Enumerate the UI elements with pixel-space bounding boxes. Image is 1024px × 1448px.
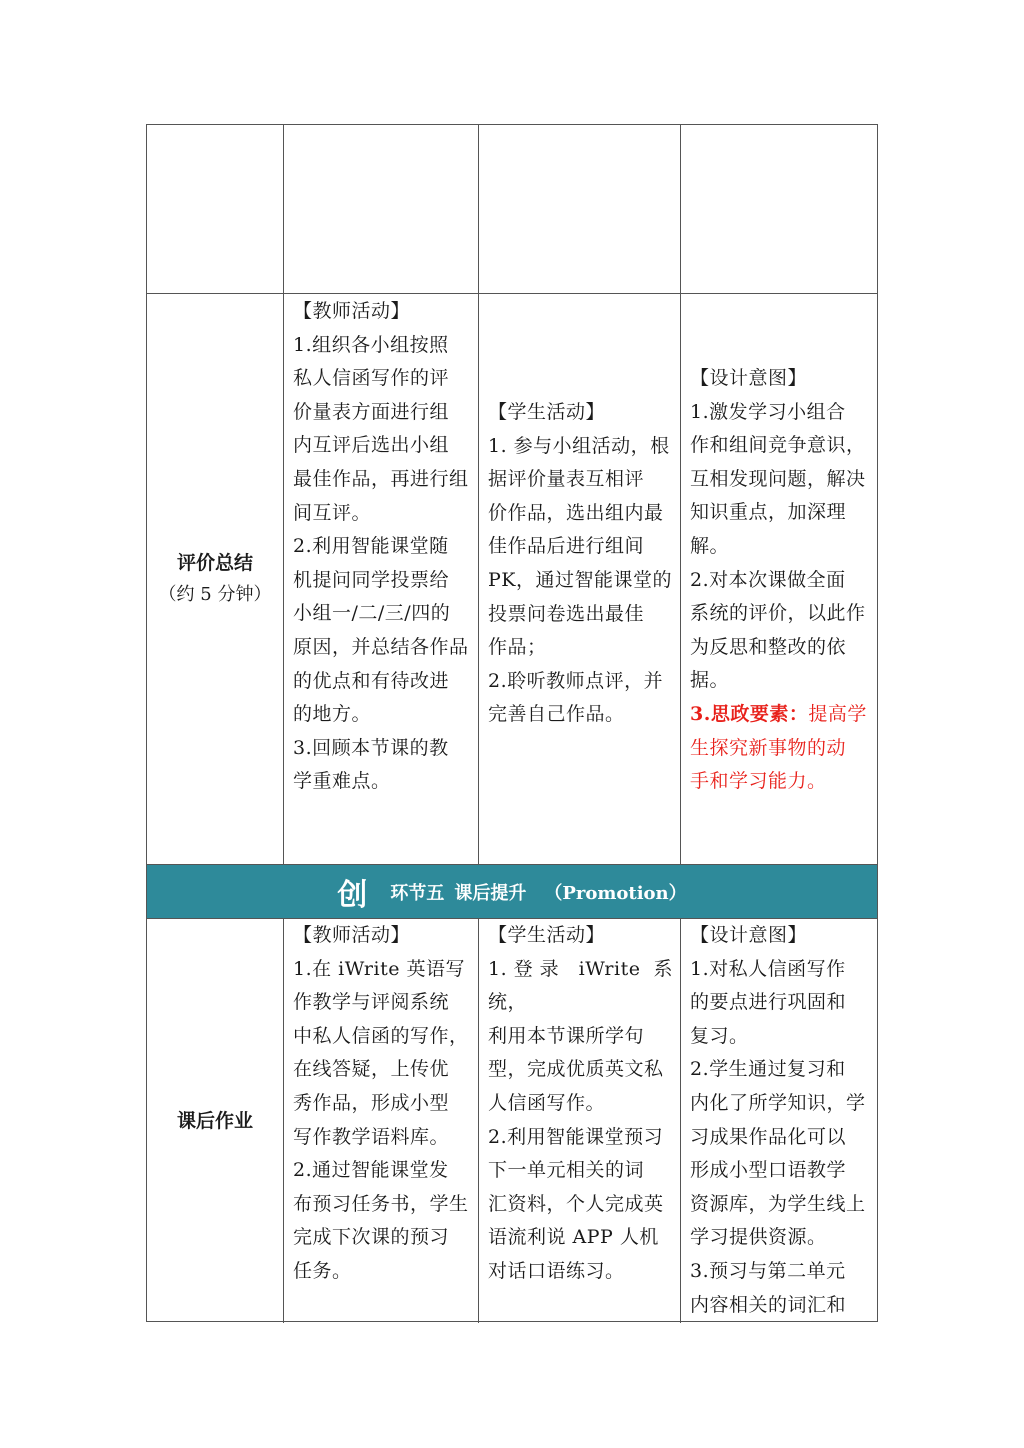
- text-line: 语流利说 APP 人机: [488, 1226, 659, 1249]
- homework-teacher-text: [293, 919, 471, 1289]
- text-line: 的优点和有待改进: [293, 669, 450, 692]
- evaluation-student-heading: 【学生活动】: [488, 401, 606, 423]
- cell-empty: [479, 125, 681, 293]
- evaluation-design-heading: 【设计意图】: [690, 367, 808, 389]
- text-line: 价量表方面进行组: [293, 400, 450, 423]
- text-line: 3.回顾本节课的教: [293, 736, 449, 759]
- text-line: 汇资料，个人完成英: [488, 1192, 664, 1215]
- evaluation-duration: （约 5 分钟）: [158, 584, 272, 605]
- evaluation-teacher-heading: 【教师活动】: [293, 300, 411, 322]
- text-line: 资源库，为学生线上: [690, 1192, 866, 1215]
- text-line: 为反思和整改的依: [690, 635, 847, 658]
- text-line: PK，通过智能课堂的: [488, 568, 672, 591]
- text-line: 学习提供资源。: [690, 1226, 827, 1249]
- evaluation-label: [147, 547, 283, 611]
- homework-design-heading: 【设计意图】: [690, 924, 808, 946]
- table-row-evaluation: [147, 294, 877, 865]
- text-line: 作教学与评阅系统: [293, 991, 450, 1014]
- text-line: 内容相关的词汇和: [690, 1293, 847, 1316]
- text-line: 解。: [690, 534, 730, 557]
- text-line: 的要点进行巩固和: [690, 991, 847, 1014]
- homework-teacher-heading: 【教师活动】: [293, 924, 411, 946]
- text-line: 互相发现问题，解决: [690, 467, 866, 490]
- text-line: 习成果作品化可以: [690, 1125, 847, 1148]
- evaluation-design-text: [690, 362, 872, 799]
- text-line: 形成小型口语教学: [690, 1159, 847, 1182]
- text-line: 佳作品后进行组间: [488, 535, 645, 558]
- homework-label-cell: [147, 919, 284, 1323]
- evaluation-student-text: [488, 396, 673, 732]
- text-line: 1.组织各小组按照: [293, 333, 449, 356]
- text-line: 内互评后选出小组: [293, 434, 450, 457]
- text-line: 2.利用智能课堂预习: [488, 1125, 664, 1148]
- cell-empty: [681, 125, 879, 293]
- text-line: 据。: [690, 669, 730, 692]
- evaluation-label-text: 评价总结: [176, 552, 253, 574]
- text-line: 学重难点。: [293, 770, 391, 793]
- text-line: 价作品，选出组内最: [488, 501, 664, 524]
- text-line: 1. 参与小组活动，根: [488, 434, 670, 457]
- homework-teacher-cell: [284, 919, 479, 1323]
- text-line: 作品；: [488, 636, 547, 659]
- homework-student-heading: 【学生活动】: [488, 924, 606, 946]
- evaluation-teacher-text: [293, 295, 471, 799]
- evaluation-label-cell: [147, 294, 284, 864]
- evaluation-design-cell: [681, 294, 879, 864]
- section-title: 课后提升: [454, 882, 527, 904]
- ideology-line: 手和学习能力。: [690, 770, 827, 793]
- text-line: 小组一/二/三/四的: [293, 602, 451, 625]
- homework-design-text: [690, 919, 872, 1322]
- text-line: 内化了所学知识，学: [690, 1091, 866, 1114]
- text-line: 知识重点，加深理: [690, 501, 847, 524]
- text-line: 中私人信函的写作，: [293, 1024, 469, 1047]
- text-line: 1.登录 iWrite 系统，: [488, 957, 673, 1014]
- text-line: 在线答疑，上传优: [293, 1058, 450, 1081]
- text-line: 间互评。: [293, 501, 372, 524]
- text-line: 私人信函写作的评: [293, 367, 450, 390]
- text-line: 完善自己作品。: [488, 703, 625, 726]
- text-line: 机提问同学投票给: [293, 568, 450, 591]
- ideology-text: 提高学: [808, 702, 867, 725]
- section-stage: 环节五: [390, 882, 445, 904]
- text-line: 投票问卷选出最佳: [488, 602, 645, 625]
- lesson-plan-table: [146, 124, 878, 1322]
- homework-design-cell: [681, 919, 879, 1323]
- ideology-prefix: 3.思政要素：: [690, 702, 809, 725]
- text-line: 2.通过智能课堂发: [293, 1159, 449, 1182]
- text-line: 人信函写作。: [488, 1091, 606, 1114]
- evaluation-student-cell: [479, 294, 681, 864]
- ideology-line: [690, 698, 872, 732]
- text-line: 型，完成优质英文私: [488, 1058, 664, 1081]
- text-line: 写作教学语料库。: [293, 1125, 450, 1148]
- text-line: 的地方。: [293, 703, 372, 726]
- text-line: 复习。: [690, 1024, 749, 1047]
- section-banner: [147, 865, 877, 919]
- text-line: 布预习任务书，学生: [293, 1192, 469, 1215]
- cell-empty: [284, 125, 479, 293]
- text-line: 系统的评价，以此作: [690, 602, 866, 625]
- section-banner-content: [147, 865, 877, 918]
- cell-empty: [147, 125, 284, 293]
- text-line: 完成下次课的预习: [293, 1226, 450, 1249]
- text-line: 1.激发学习小组合: [690, 400, 846, 423]
- text-line: 1.对私人信函写作: [690, 957, 846, 980]
- table-row-continuation: [147, 125, 877, 294]
- text-line: 原因，并总结各作品: [293, 635, 469, 658]
- text-line: 2.利用智能课堂随: [293, 535, 449, 558]
- ideology-line: 生探究新事物的动: [690, 736, 847, 759]
- text-line: 下一单元相关的词: [488, 1159, 645, 1182]
- text-line: 最佳作品，再进行组: [293, 467, 469, 490]
- text-line: 对话口语练习。: [488, 1259, 625, 1282]
- homework-student-text: [488, 919, 673, 1289]
- table-row-homework: [147, 919, 877, 1323]
- text-line: 2.聆听教师点评，并: [488, 669, 664, 692]
- homework-label: [147, 1105, 283, 1137]
- text-line: 据评价量表互相评: [488, 468, 645, 491]
- section-english-title: （Promotion）: [544, 882, 687, 904]
- text-line: 任务。: [293, 1259, 352, 1282]
- text-line: 2.学生通过复习和: [690, 1058, 846, 1081]
- text-line: 秀作品，形成小型: [293, 1091, 450, 1114]
- text-line: 利用本节课所学句: [488, 1024, 645, 1047]
- text-line: 1.在 iWrite 英语写: [293, 957, 465, 980]
- text-line: 2.对本次课做全面: [690, 568, 846, 591]
- section-banner-char: 创: [337, 877, 369, 913]
- text-line: 3.预习与第二单元: [690, 1259, 846, 1282]
- text-line: 作和组间竞争意识，: [690, 434, 866, 457]
- evaluation-teacher-cell: [284, 294, 479, 864]
- homework-student-cell: [479, 919, 681, 1323]
- homework-label-text: 课后作业: [176, 1110, 253, 1132]
